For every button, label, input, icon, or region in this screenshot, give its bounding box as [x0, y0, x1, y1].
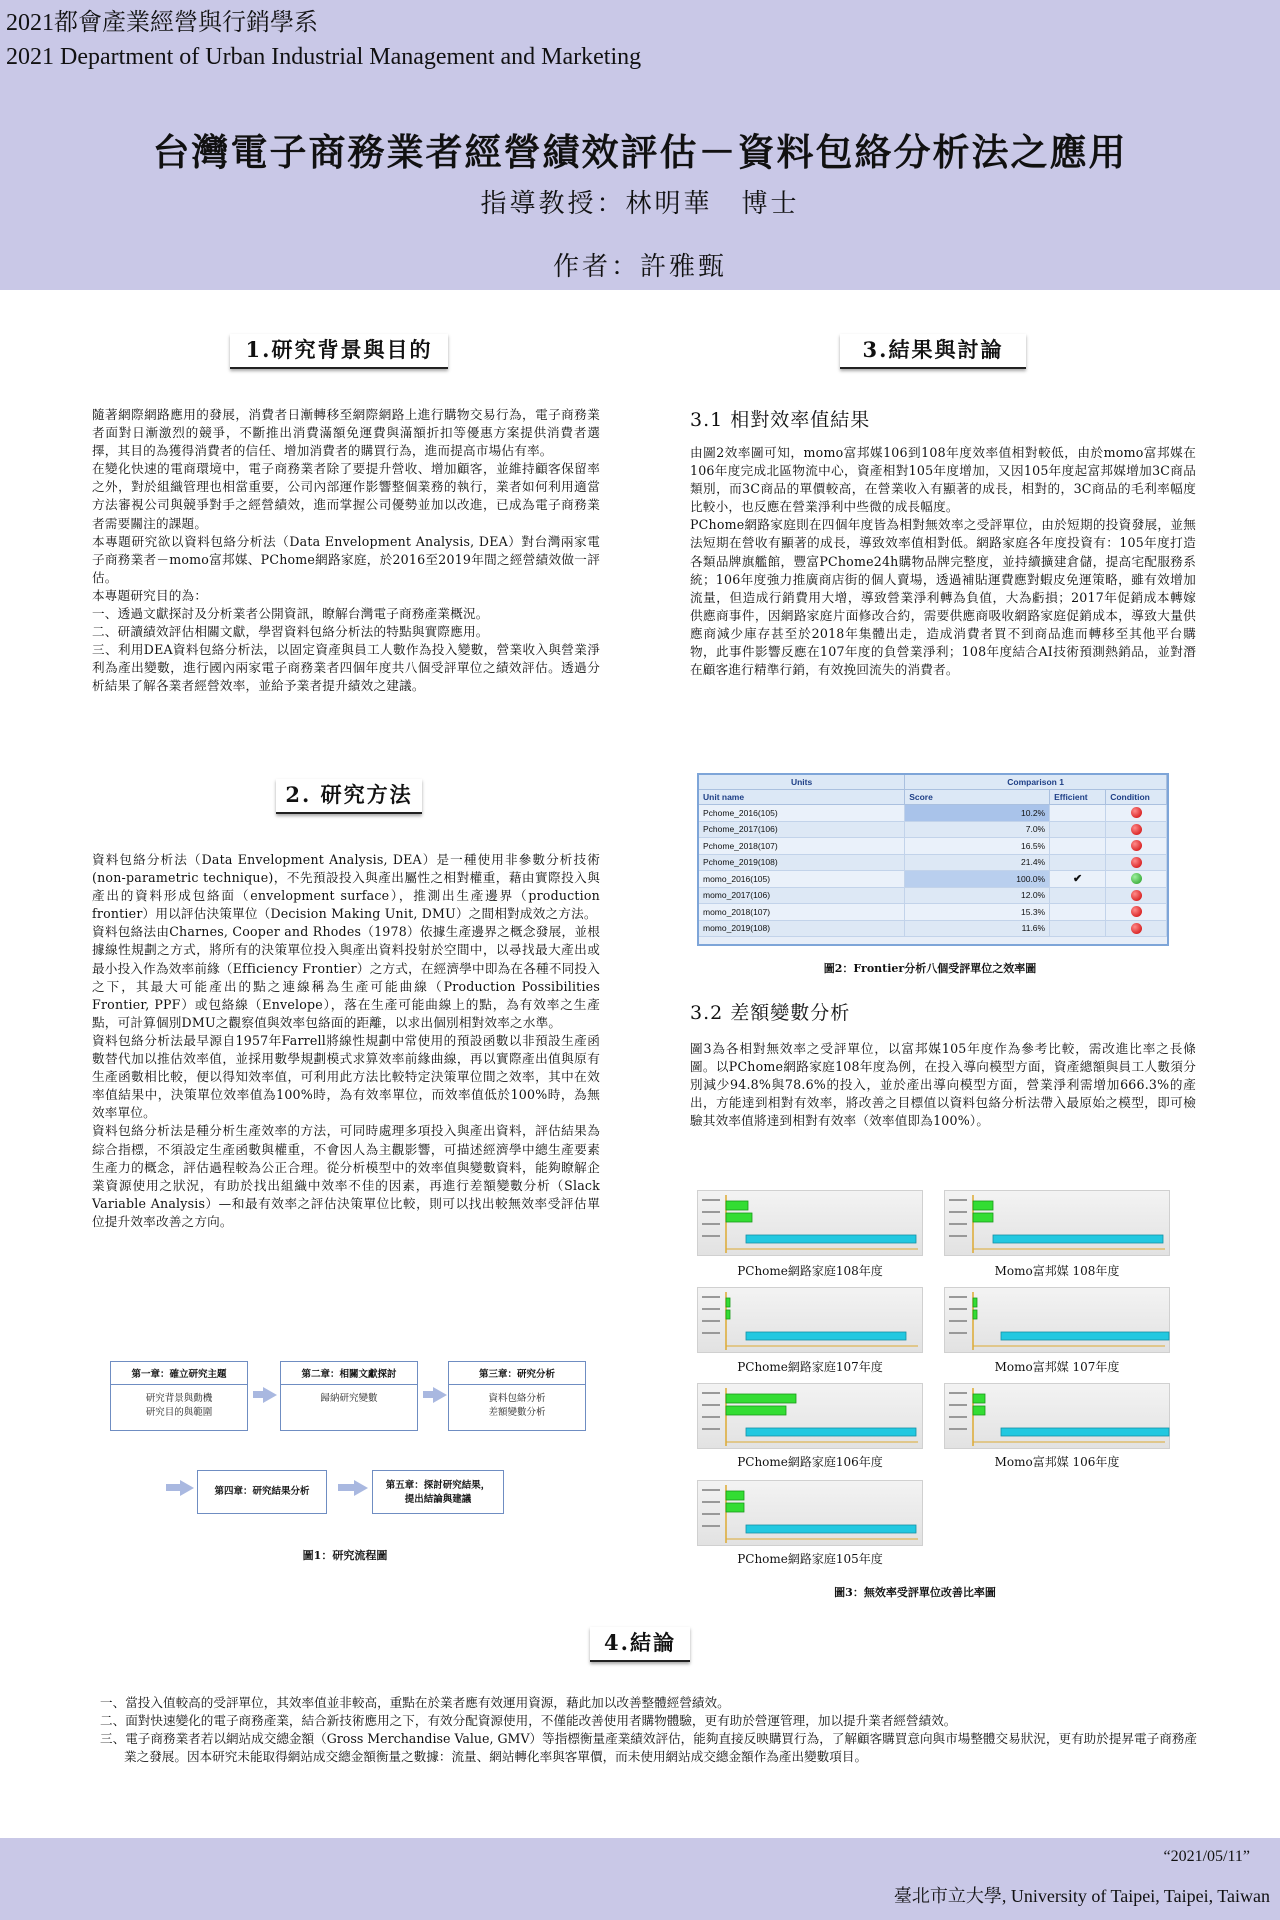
axis-tick-label	[702, 1199, 720, 1201]
chapter-2-box	[280, 1361, 418, 1431]
chapter-3-title: 第三章：研究分析	[449, 1362, 585, 1385]
input-reduction-bar	[726, 1491, 744, 1500]
department-chinese: 2021都會產業經營與行銷學系	[6, 10, 318, 36]
unit-name-cell: momo_2018(107)	[699, 904, 905, 921]
input-reduction-bar	[973, 1201, 993, 1210]
paragraph: 本專題研究目的為：	[92, 587, 208, 603]
input-reduction-bar	[973, 1298, 977, 1307]
unit-name-cell: Pchome_2017(106)	[699, 821, 905, 838]
table-header-efficient: Efficient	[1050, 790, 1106, 805]
mini-chart-svg	[945, 1288, 1171, 1354]
conclusion-item: 二、面對快速變化的電子商務產業，結合新技術應用之下，有效分配資源使用，不僅能改善使用者購物體驗，更有助於營運管理，加以提升業者經營績效。	[100, 1713, 957, 1729]
status-red-icon	[1131, 906, 1142, 917]
paragraph: 資料包絡法由Charnes, Cooper and Rhodes（1978）依據生產邊界之概念發展，並根據線性規劃之方式，將所有的決策單位投入與產出資料投射於空間中，以尋找最大產出或最小投入作為效率前緣（Efficiency Frontier）之方式，在經濟學中即為在各種不同投入之下，其最大可能產出的點之連線稱為生產可能曲線（Production Possibilities Frontier, PPF）或包絡線（Envelope），落在生產可能曲線上的點，為有效率之生產點，可計算個別DMU之觀察值與效率包絡面的距離，以求出個別相對效率之水準。	[92, 924, 600, 1030]
chapter-5-line: 提出結論與建議	[404, 1494, 472, 1505]
table-header-condition: Condition	[1106, 790, 1167, 805]
improvement-bar-chart	[697, 1190, 923, 1256]
footer-university: 臺北市立大學, University of Taipei, Taipei, Taiwan	[893, 1886, 1270, 1906]
efficient-check-icon: ✔	[1050, 871, 1106, 888]
axis-tick-label	[949, 1296, 967, 1298]
status-green-icon	[1131, 873, 1142, 884]
table-row	[699, 821, 1167, 838]
axis-tick-label	[949, 1332, 967, 1334]
status-red-icon	[1131, 824, 1142, 835]
flow-arrow-icon	[433, 1387, 447, 1403]
axis-tick-label	[702, 1501, 720, 1503]
efficient-check-icon	[1050, 854, 1106, 871]
axis-tick-label	[949, 1235, 967, 1237]
table-header-comparison: Comparison 1	[905, 775, 1167, 790]
paragraph: 三、利用DEA資料包絡分析法，以固定資產與員工人數作為投入變數，營業收入與營業淨利為產出變數，進行國內兩家電子商務業者四個年度共八個受評單位之績效評估。透過分析結果了解各業者經營效率，並給予業者提升績效之建議。	[92, 642, 600, 694]
mini-chart-caption: PChome網路家庭106年度	[737, 1455, 883, 1469]
flow-arrow-icon	[180, 1480, 194, 1496]
output-increase-bar	[993, 1235, 1163, 1243]
axis-tick-label	[702, 1332, 720, 1334]
output-increase-bar	[746, 1235, 916, 1243]
subsection-3-1-heading: 3.1 相對效率值結果	[690, 409, 871, 431]
axis-tick-label	[702, 1308, 720, 1310]
section-3-heading: 3.結果與討論	[840, 334, 1026, 369]
chapter-3-box	[448, 1361, 586, 1431]
unit-name-cell: momo_2017(106)	[699, 887, 905, 904]
figure-2-caption: 圖2：Frontier分析八個受評單位之效率圖	[823, 962, 1037, 975]
efficient-check-icon	[1050, 805, 1106, 822]
axis-tick-label	[949, 1404, 967, 1406]
table-row	[699, 904, 1167, 921]
mini-chart-svg	[698, 1481, 924, 1547]
axis-tick-label	[702, 1320, 720, 1322]
status-red-icon	[1131, 807, 1142, 818]
improvement-bar-chart	[697, 1287, 923, 1353]
department-english: 2021 Department of Urban Industrial Management and Marketing	[6, 44, 642, 70]
score-cell: 21.4%	[905, 854, 1050, 871]
output-increase-bar	[746, 1428, 916, 1436]
paragraph: 資料包絡分析法最早源自1957年Farrell將線性規劃中常使用的預設函數以非預設生產函數替代加以推估效率值，並採用數學規劃模式求算效率前緣曲線，再以實際產出值與原有生產函數相比較，便以得知效率值，可利用此方法比較特定決策單位間之效率，其中在效率值結果中，決策單位效率值為100%時，為有效率單位，而效率值低於100%時，為無效率單位。	[92, 1032, 600, 1121]
axis-tick-label	[702, 1392, 720, 1394]
condition-cell	[1106, 821, 1167, 838]
author: 作者：許雅甄	[552, 252, 727, 282]
table-header-score: Score	[905, 790, 1050, 805]
score-cell: 11.6%	[905, 920, 1050, 937]
condition-cell	[1106, 805, 1167, 822]
input-reduction-bar	[726, 1394, 796, 1403]
section-3-1-text	[690, 444, 1196, 679]
mini-chart-caption: PChome網路家庭105年度	[737, 1552, 883, 1566]
chapter-2-title: 第二章：相關文獻探討	[281, 1362, 417, 1385]
condition-cell	[1106, 887, 1167, 904]
paragraph: 由圖2效率圖可知，momo富邦媒106到108年度效率值相對較低，由於momo富邦媒在106年度完成北區物流中心，資產相對105年度增加，又因105年度起富邦媒增加3C商品類別，而3C商品的單價較高，在營業收入有顯著的成長，相對的，3C商品的毛利率幅度比較小，也反應在營業淨利中些微的成長幅度。	[690, 445, 1196, 515]
chapter-3-item: 差額變數分析	[488, 1407, 546, 1418]
paragraph: 在變化快速的電商環境中，電子商務業者除了要提升營收、增加顧客，並維持顧客保留率之外，對於組織管理也相當重要，公司內部運作影響整個業務的執行，業者如何利用適當方法審視公司與競爭對手之經營績效，進而掌握公司優勢並加以改進，已成為電子商務業者需要關注的課題。	[92, 461, 600, 531]
input-reduction-bar	[973, 1406, 985, 1415]
output-increase-bar	[1001, 1428, 1169, 1436]
chapter-1-item: 研究目的與範圍	[145, 1407, 213, 1418]
chapter-3-item: 資料包絡分析	[488, 1393, 546, 1404]
score-cell: 15.3%	[905, 904, 1050, 921]
axis-tick-label	[702, 1428, 720, 1430]
input-reduction-bar	[726, 1201, 748, 1210]
paragraph: 二、研讀績效評估相關文獻，學習資料包絡分析法的特點與實際應用。	[92, 624, 489, 640]
flow-arrow-icon	[354, 1480, 368, 1496]
score-cell: 16.5%	[905, 838, 1050, 855]
improvement-bar-chart	[697, 1383, 923, 1449]
output-increase-bar	[746, 1525, 916, 1533]
output-increase-bar	[1001, 1332, 1169, 1340]
axis-tick-label	[949, 1428, 967, 1430]
mini-chart-caption: PChome網路家庭108年度	[737, 1264, 883, 1278]
input-reduction-bar	[726, 1406, 786, 1415]
mini-chart-svg	[698, 1288, 924, 1354]
unit-name-cell: momo_2019(108)	[699, 920, 905, 937]
input-reduction-bar	[726, 1310, 730, 1319]
mini-chart-caption: PChome網路家庭107年度	[737, 1360, 883, 1374]
paragraph: 資料包絡分析法（Data Envelopment Analysis, DEA）是一種使用非參數分析技術(non-parametric technique)，不先預設投入與產出屬性之相對權重，藉由實際投入與產出的資料形成包絡面（envelopment surface），推測出生產邊界（production frontier）用以評估決策單位（Decision Making Unit, DMU）之間相對成效之方法。	[92, 852, 600, 922]
table-row	[699, 854, 1167, 871]
conclusion-item: 一、當投入值較高的受評單位，其效率值並非較高，重點在於業者應有效運用資源，藉此加以改善整體經營績效。	[100, 1695, 730, 1710]
poster-footer	[0, 1838, 1280, 1920]
condition-cell	[1106, 920, 1167, 937]
chapter-1-box	[110, 1361, 248, 1431]
chapter-2-item: 歸納研究變數	[320, 1393, 378, 1404]
efficient-check-icon	[1050, 904, 1106, 921]
chapter-4-box: 第四章：研究結果分析	[197, 1470, 327, 1514]
mini-chart-svg	[698, 1191, 924, 1257]
chapter-5-line: 第五章：探討研究結果，	[385, 1480, 491, 1491]
axis-tick-label	[949, 1320, 967, 1322]
section-2-text	[92, 851, 600, 1231]
flow-arrow-icon	[263, 1387, 277, 1403]
table-row	[699, 887, 1167, 904]
section-2-heading: 2. 研究方法	[276, 779, 422, 814]
table-row	[699, 805, 1167, 822]
score-cell: 12.0%	[905, 887, 1050, 904]
subsection-3-2-heading: 3.2 差額變數分析	[690, 1002, 851, 1024]
section-3-2-text: 圖3為各相對無效率之受評單位，以富邦媒105年度作為參考比較，需改進比率之長條圖。以PChome網路家庭108年度為例，在投入導向模型方面，資產總額與員工人數須分別減少94.8%與78.6%的投入，並於產出導向模型方面，營業淨利需增加666.3%的產出，方能達到相對有效率，將改善之目標值以資料包絡分析法帶入最原始之模型，即可檢驗其效率值將達到相對有效率（效率值即為100%）。	[690, 1041, 1196, 1129]
input-reduction-bar	[726, 1503, 744, 1512]
input-reduction-bar	[973, 1213, 993, 1222]
condition-cell	[1106, 838, 1167, 855]
input-reduction-bar	[973, 1394, 985, 1403]
status-red-icon	[1131, 890, 1142, 901]
paragraph: 本專題研究欲以資料包絡分析法（Data Envelopment Analysis, DEA）對台灣兩家電子商務業者－momo富邦媒、PChome網路家庭，於2016至2019年間之經營績效做一評估。	[92, 533, 600, 585]
status-red-icon	[1131, 857, 1142, 868]
condition-cell	[1106, 871, 1167, 888]
mini-chart-svg	[698, 1384, 924, 1450]
axis-tick-label	[702, 1211, 720, 1213]
dea-efficiency-table	[697, 773, 1169, 946]
efficient-check-icon	[1050, 920, 1106, 937]
section-4-heading: 4.結論	[590, 1627, 690, 1662]
table-row	[699, 871, 1167, 888]
improvement-bar-chart	[944, 1287, 1170, 1353]
table-row	[699, 838, 1167, 855]
table-header-unit-name: Unit name	[699, 790, 905, 805]
paragraph: 隨著網際網路應用的發展，消費者日漸轉移至網際網路上進行購物交易行為，電子商務業者面對日漸激烈的競爭，不斷推出消費滿額免運費與滿額折扣等優惠方案提供消費者選擇，其目的為獲得消費者的信任、增加消費者的購買行為，進而提高市場佔有率。	[92, 407, 600, 459]
efficient-check-icon	[1050, 887, 1106, 904]
axis-tick-label	[702, 1416, 720, 1418]
axis-tick-label	[949, 1199, 967, 1201]
unit-name-cell: momo_2016(105)	[699, 871, 905, 888]
figure-3-caption: 圖3：無效率受評單位改善比率圖	[834, 1586, 996, 1599]
input-reduction-bar	[726, 1298, 730, 1307]
input-reduction-bar	[726, 1213, 752, 1222]
axis-tick-label	[702, 1296, 720, 1298]
improvement-bar-chart	[944, 1190, 1170, 1256]
chapter-5-box	[372, 1470, 504, 1514]
efficient-check-icon	[1050, 838, 1106, 855]
footer-date: “2021/05/11”	[1163, 1848, 1250, 1865]
status-red-icon	[1131, 923, 1142, 934]
axis-tick-label	[949, 1392, 967, 1394]
axis-tick-label	[949, 1223, 967, 1225]
conclusion-list	[100, 1694, 1200, 1766]
mini-chart-svg	[945, 1191, 1171, 1257]
axis-tick-label	[702, 1513, 720, 1515]
status-red-icon	[1131, 840, 1142, 851]
unit-name-cell: Pchome_2018(107)	[699, 838, 905, 855]
score-cell: 100.0%	[905, 871, 1050, 888]
axis-tick-label	[702, 1223, 720, 1225]
chapter-1-item: 研究背景與動機	[145, 1393, 213, 1404]
mini-chart-caption: Momo富邦媒 107年度	[994, 1360, 1120, 1374]
improvement-bar-chart	[944, 1383, 1170, 1449]
section-1-text	[92, 406, 600, 696]
paragraph: 資料包絡分析法是種分析生產效率的方法，可同時處理多項投入與產出資料，評估結果為綜合指標，不須設定生產函數與權重，不會因人為主觀影響，可描述經濟學中總生產要素生產力的概念，評估過程較為公正合理。從分析模型中的效率值與變數資料，能夠瞭解企業資源使用之狀況，有助於找出組織中效率不佳的因素，再進行差額變數分析（Slack Variable Analysis）—和最有效率之評估決策單位比較，則可以找出較無效率受評估單位提升效率改善之方向。	[92, 1123, 600, 1229]
axis-tick-label	[949, 1416, 967, 1418]
axis-tick-label	[949, 1308, 967, 1310]
paragraph: 一、透過文獻探討及分析業者公開資訊，瞭解台灣電子商務產業概況。	[92, 606, 489, 622]
unit-name-cell: Pchome_2019(108)	[699, 854, 905, 871]
improvement-bar-chart	[697, 1480, 923, 1546]
output-increase-bar	[746, 1332, 906, 1340]
score-cell: 7.0%	[905, 821, 1050, 838]
poster-title: 台灣電子商務業者經營績效評估－資料包絡分析法之應用	[152, 130, 1128, 174]
chapter-1-title: 第一章：確立研究主題	[111, 1362, 247, 1385]
advisor: 指導教授：林明華 博士	[480, 189, 800, 219]
mini-chart-caption: Momo富邦媒 108年度	[994, 1264, 1120, 1278]
mini-chart-svg	[945, 1384, 1171, 1450]
condition-cell	[1106, 854, 1167, 871]
figure-1-caption: 圖1：研究流程圖	[302, 1549, 388, 1562]
axis-tick-label	[702, 1489, 720, 1491]
poster-header	[0, 0, 1280, 290]
mini-chart-caption: Momo富邦媒 106年度	[994, 1455, 1120, 1469]
conclusion-item: 三、電子商務業者若以網站成交總金額（Gross Merchandise Value, GMV）等指標衡量產業績效評估，能夠直接反映購買行為，了解顧客購買意向與市場整體交易狀況，更有助於提昇電子商務產業之發展。因本研究未能取得網站成交總金額衡量之數據：流量、網站轉化率與客單價，而未使用網站成交總金額作為產出變數項目。	[100, 1731, 1198, 1765]
unit-name-cell: Pchome_2016(105)	[699, 805, 905, 822]
axis-tick-label	[702, 1235, 720, 1237]
efficient-check-icon	[1050, 821, 1106, 838]
paragraph: PChome網路家庭則在四個年度皆為相對無效率之受評單位，由於短期的投資發展，並無法短期在營收有顯著的成長，導致效率值相對低。網路家庭各年度投資有：105年度打造各類品牌旗艦館，豐富PChome24h購物品牌完整度，並持續擴建倉儲，提高宅配服務系統；106年度強力推廣商店街的個人賣場，透過補貼運費應對蝦皮免運策略，雖有效增加流量，但造成行銷費用大增，導致營業淨利轉為負值，大為虧損；2017年促銷成本轉嫁供應商事件，因網路家庭片面修改合約，需要供應商吸收網路家庭促銷成本，導致大量供應商減少庫存甚至於2018年集體出走，造成消費者買不到商品進而轉移至其他平台購物，此事件影響反應在107年度的負營業淨利；108年度結合AI技術預測熱銷品，並對潛在顧客進行精準行銷，有效挽回流失的消費者。	[690, 517, 1196, 678]
score-cell: 10.2%	[905, 805, 1050, 822]
section-1-heading: 1.研究背景與目的	[230, 334, 448, 369]
axis-tick-label	[702, 1404, 720, 1406]
condition-cell	[1106, 904, 1167, 921]
axis-tick-label	[702, 1525, 720, 1527]
table-header-units: Units	[699, 775, 905, 790]
table-row	[699, 920, 1167, 937]
input-reduction-bar	[973, 1310, 977, 1319]
axis-tick-label	[949, 1211, 967, 1213]
